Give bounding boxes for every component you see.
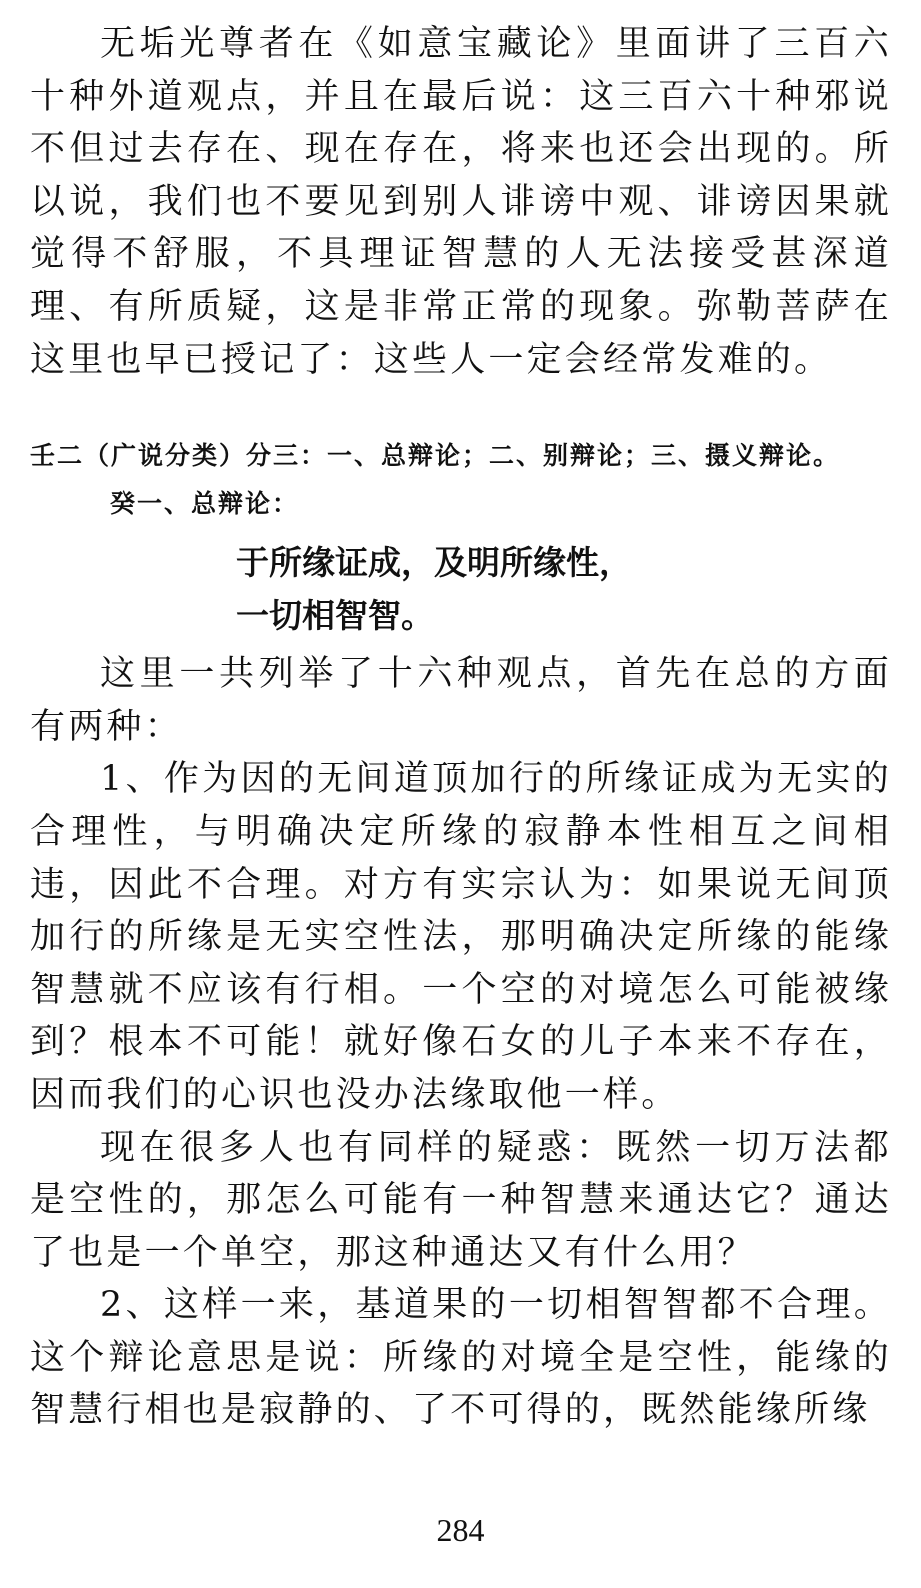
document-page (30, 18, 892, 1437)
verse-line-2: 一切相智智。 (236, 596, 434, 636)
intro-paragraph: 无垢光尊者在《如意宝藏论》里面讲了三百六十种外道观点，并且在最后说：这三百六十种邪说不但过去存在、现在存在，将来也还会出现的。所以说，我们也不要见到别人诽谤中观、诽谤因果就觉得不舒服，不具理证智慧的人无法接受甚深道理、有所质疑，这是非常正常的现象。弥勒菩萨在这里也早已授记了：这些人一定会经常发难的。 (30, 24, 892, 380)
body-paragraph: 现在很多人也有同样的疑惑：既然一切万法都是空性的，那怎么可能有一种智慧来通达它？通达了也是一个单空，那这种通达又有什么用？ (30, 1127, 892, 1273)
body-paragraph: 2、这样一来，基道果的一切相智智都不合理。这个辩论意思是说：所缘的对境全是空性，能缘的智慧行相也是寂静的、了不可得的，既然能缘所缘 (30, 1285, 892, 1431)
page-number: 284 (436, 1512, 485, 1548)
verse-block (30, 536, 892, 642)
verse-line-1: 于所缘证成，及明所缘性， (236, 543, 632, 583)
subsection-heading: 癸一、总辩论： (110, 489, 300, 519)
body-paragraph: 这里一共列举了十六种观点，首先在总的方面有两种： (30, 654, 892, 747)
section-heading: 壬二（广说分类）分三：一、总辩论；二、别辩论；三、摄义辩论。 (30, 441, 841, 471)
body-paragraph: 1、作为因的无间道顶加行的所缘证成为无实的合理性，与明确决定所缘的寂静本性相互之间相违，因此不合理。对方有实宗认为：如果说无间顶加行的所缘是无实空性法，那明确决定所缘的能缘智慧就不应该有行相。一个空的对境怎么可能被缘到？根本不可能！就好像石女的儿子本来不存在，因而我们的心识也没办法缘取他一样。 (30, 759, 892, 1115)
